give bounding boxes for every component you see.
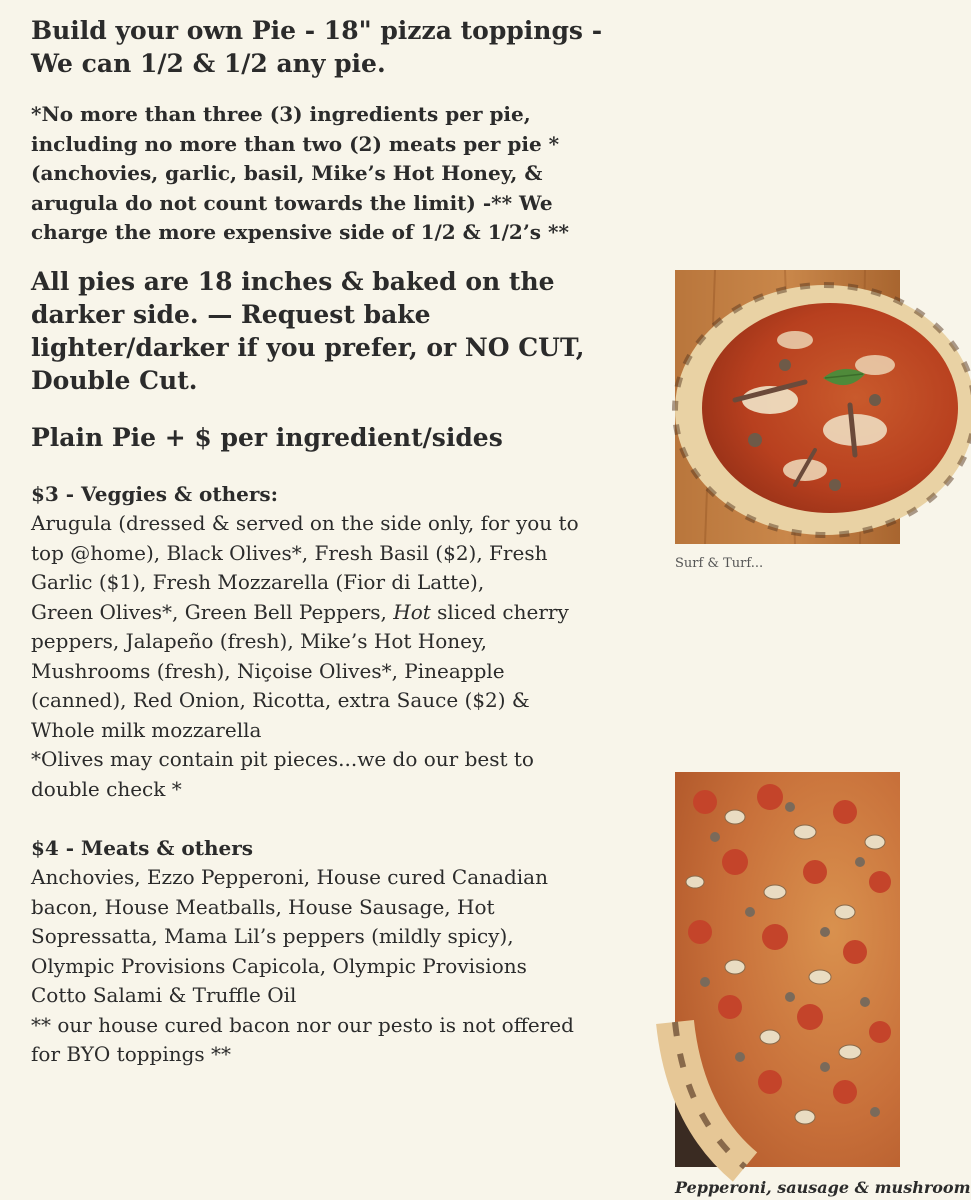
veggies-line: sliced cherry — [430, 599, 569, 624]
veggies-line: Arugula (dressed & served on the side only, for you to — [31, 511, 579, 535]
meats-line: Cotto Salami & Truffle Oil — [31, 983, 297, 1007]
veggies-title: $3 - Veggies & others: — [31, 481, 279, 506]
pizza-image-2 — [675, 772, 900, 1167]
veggies-line: Whole milk mozzarella — [31, 717, 262, 742]
veggies-line: (canned), Red Onion, Ricotta, extra Sauce ($2) & — [31, 688, 530, 712]
bake-note-line: All pies are 18 inches & baked on the — [31, 266, 555, 296]
menu-content — [31, 14, 631, 1070]
photo-caption-pepperoni: Pepperoni, sausage & mushroom — [675, 1178, 971, 1197]
veggies-list — [31, 509, 631, 804]
photo-caption-surf-and-turf: Surf & Turf... — [675, 556, 764, 571]
bake-note-line: lighter/darker if you prefer, or NO CUT, — [31, 332, 585, 362]
ingredient-rules — [31, 100, 631, 248]
rules-line: arugula do not count towards the limit) -** We — [31, 190, 553, 215]
rules-line: (anchovies, garlic, basil, Mike’s Hot Honey, & — [31, 161, 543, 185]
bake-note-line: darker side. — Request bake — [31, 299, 431, 329]
rules-line: including no more than two (2) meats per pie * — [31, 131, 560, 156]
title-line-2: We can 1/2 & 1/2 any pie. — [31, 49, 386, 78]
veggies-line: Mushrooms (fresh), Niçoise Olives*, Pineapple — [31, 658, 505, 683]
meats-line: Sopressatta, Mama Lil’s peppers (mildly spicy), — [31, 924, 514, 948]
pepperoni-sausage-mushroom-pizza-photo[interactable] — [675, 772, 900, 1167]
veggies-line: double check * — [31, 776, 182, 801]
veggies-line: top @home), Black Olives*, Fresh Basil ($2), Fresh — [31, 540, 548, 565]
rules-line: charge the more expensive side of 1/2 & 1/2’s ** — [31, 220, 569, 244]
veggies-line: Green Olives*, Green Bell Peppers, — [31, 599, 394, 624]
title-line-1: Build your own Pie - 18" pizza toppings - — [31, 16, 603, 45]
pizza-image-1 — [675, 270, 900, 544]
rules-line: *No more than three (3) ingredients per pie, — [31, 102, 531, 126]
meats-line: Olympic Provisions Capicola, Olympic Provisions — [31, 953, 527, 978]
surf-and-turf-pizza-photo[interactable] — [675, 270, 900, 544]
meats-line: ** our house cured bacon nor our pesto is not offered — [31, 1012, 574, 1037]
meats-title: $4 - Meats & others — [31, 835, 254, 860]
veggies-line: *Olives may contain pit pieces...we do our best to — [31, 747, 534, 771]
bake-note — [31, 265, 631, 397]
meats-line: for BYO toppings ** — [31, 1042, 232, 1066]
veggies-line: Garlic ($1), Fresh Mozzarella (Fior di Latte), — [31, 570, 485, 594]
page-title — [31, 14, 631, 80]
veggies-italic-word: Hot — [393, 599, 431, 624]
bake-note-line: Double Cut. — [31, 365, 198, 395]
veggies-line: peppers, Jalapeño (fresh), Mike’s Hot Honey, — [31, 629, 487, 653]
meats-line: bacon, House Meatballs, House Sausage, Hot — [31, 894, 495, 919]
plain-pie-heading: Plain Pie + $ per ingredient/sides — [31, 422, 503, 452]
meats-list — [31, 863, 631, 1070]
meats-line: Anchovies, Ezzo Pepperoni, House cured Canadian — [31, 865, 548, 889]
